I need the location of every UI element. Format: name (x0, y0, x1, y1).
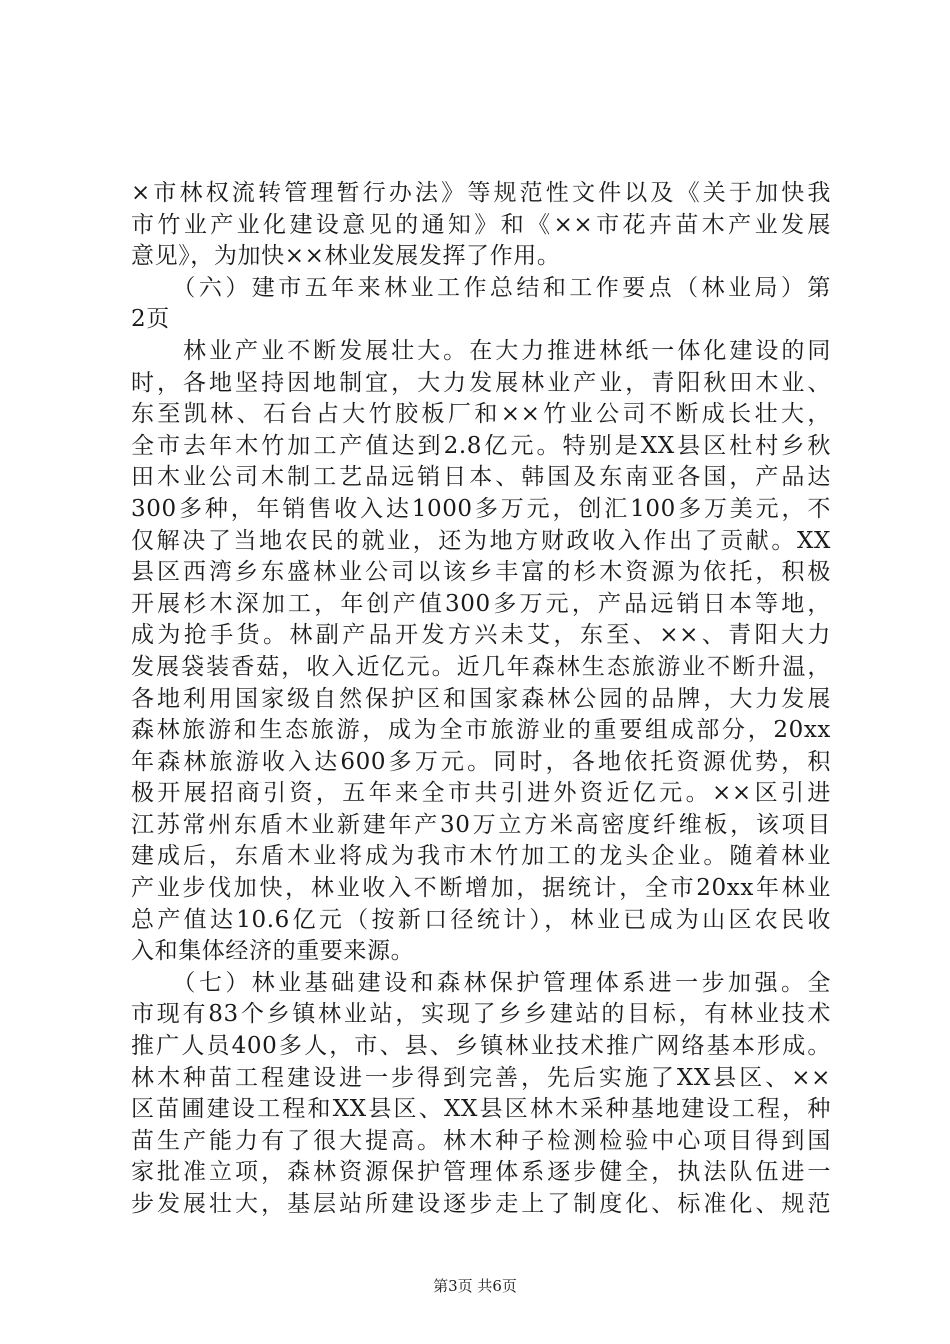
text-line: 开展杉木深加工，年创产值300多万元，产品远销日本等地， (131, 590, 831, 617)
section-heading-line: （七）林业基础建设和森林保护管理体系进一步加强。全 (131, 969, 831, 996)
text-line: 家批准立项，森林资源保护管理体系逐步健全，执法队伍进一 (131, 1159, 831, 1186)
text-line: 苗生产能力有了很大提高。林木种子检测检验中心项目得到国 (131, 1127, 831, 1154)
text-line: 年森林旅游收入达600多万元。同时，各地依托资源优势，积 (131, 748, 831, 775)
section-heading-line: （六）建市五年来林业工作总结和工作要点（林业局）第 (131, 274, 831, 301)
text-line: 2页 (131, 306, 170, 333)
text-line: 时，各地坚持因地制宜，大力发展林业产业，青阳秋田木业、 (131, 369, 831, 396)
text-line: 极开展招商引资，五年来全市共引进外资近亿元。××区引进 (131, 780, 831, 807)
text-line: 仅解决了当地农民的就业，还为地方财政收入作出了贡献。XX (131, 527, 831, 554)
text-line: 森林旅游和生态旅游，成为全市旅游业的重要组成部分，20xx (131, 717, 831, 744)
text-line: 总产值达10.6亿元（按新口径统计），林业已成为山区农民收 (131, 906, 831, 933)
text-line: 产业步伐加快，林业收入不断增加，据统计，全市20xx年林业 (131, 875, 831, 902)
text-line: 300多种，年销售收入达1000多万元，创汇100多万美元，不 (131, 495, 831, 522)
paragraph-first-line: 林业产业不断发展壮大。在大力推进林纸一体化建设的同 (131, 337, 831, 364)
text-line: 区苗圃建设工程和XX县区、XX县区林木采种基地建设工程，种 (131, 1096, 831, 1123)
text-line: 市竹业产业化建设意见的通知》和《××市花卉苗木产业发展 (131, 211, 831, 238)
text-line: 意见》，为加快××林业发展发挥了作用。 (131, 243, 561, 270)
text-line: 发展袋装香菇，收入近亿元。近几年森林生态旅游业不断升温， (131, 653, 831, 680)
text-line: 推广人员400多人，市、县、乡镇林业技术推广网络基本形成。 (131, 1033, 831, 1060)
text-line: 入和集体经济的重要来源。 (131, 938, 415, 965)
text-line: 成为抢手货。林副产品开发方兴未艾，东至、××、青阳大力 (131, 622, 831, 649)
page-number-label: 第3页 共6页 (433, 1277, 517, 1295)
text-line: 林木种苗工程建设进一步得到完善，先后实施了XX县区、×× (131, 1064, 831, 1091)
text-line: 县区西湾乡东盛林业公司以该乡丰富的杉木资源为依托，积极 (131, 559, 831, 586)
text-line: ×市林权流转管理暂行办法》等规范性文件以及《关于加快我 (131, 180, 831, 206)
text-line: 田木业公司木制工艺品远销日本、韩国及东南亚各国，产品达 (131, 464, 831, 491)
text-line: 步发展壮大，基层站所建设逐步走上了制度化、标准化、规范 (131, 1191, 831, 1217)
text-line: 江苏常州东盾木业新建年产30万立方米高密度纤维板，该项目 (131, 811, 831, 838)
text-line: 东至凯林、石台占大竹胶板厂和××竹业公司不断成长壮大， (131, 401, 831, 428)
document-body (131, 178, 831, 1221)
text-line: 各地利用国家级自然保护区和国家森林公园的品牌，大力发展 (131, 685, 831, 712)
text-line: 市现有83个乡镇林业站，实现了乡乡建站的目标，有林业技术 (131, 1001, 831, 1028)
text-line: 建成后，东盾木业将成为我市木竹加工的龙头企业。随着林业 (131, 843, 831, 870)
page-footer (0, 1276, 950, 1296)
text-line: 全市去年木竹加工产值达到2.8亿元。特别是XX县区杜村乡秋 (131, 432, 831, 459)
